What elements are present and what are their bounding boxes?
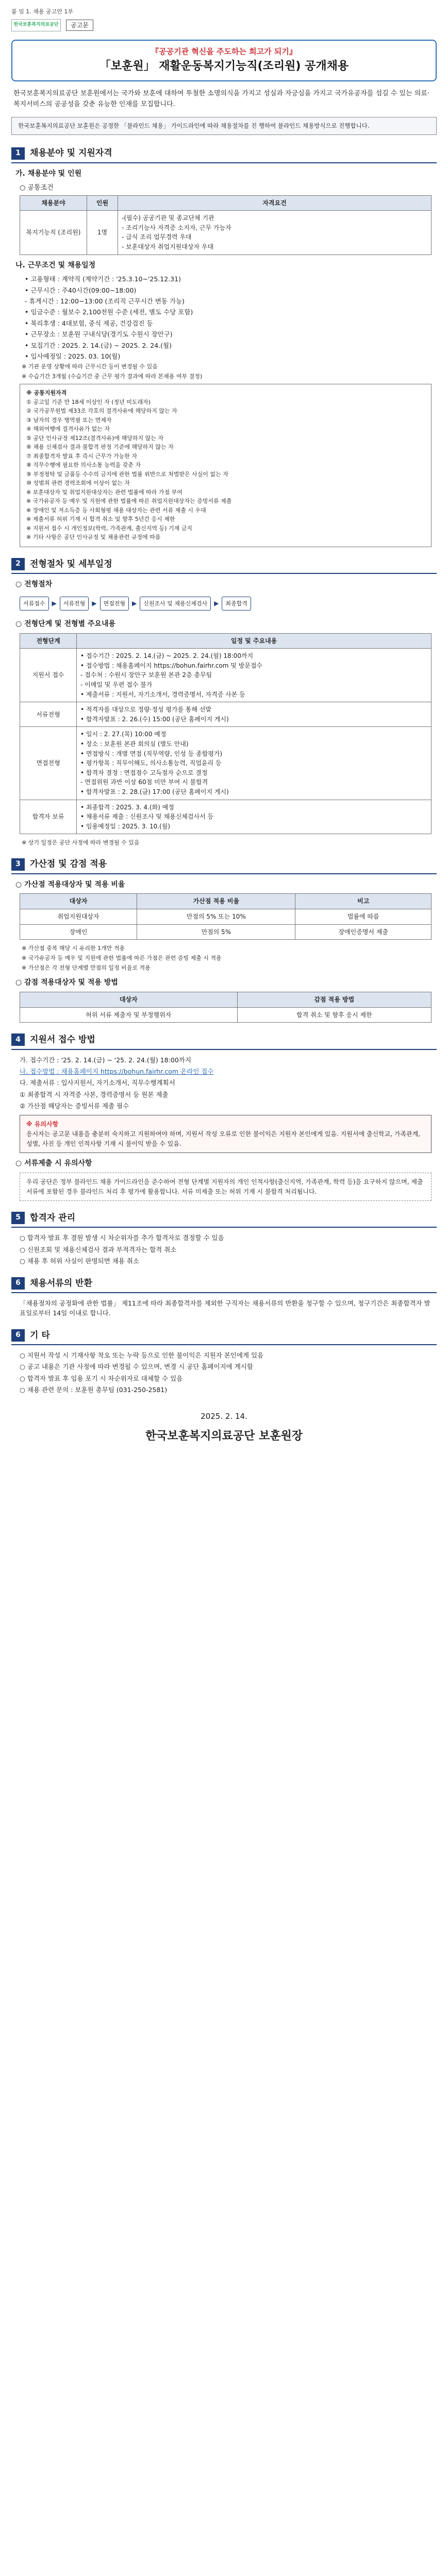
cell-count: 1명 bbox=[87, 211, 118, 255]
section-number: 1 bbox=[11, 147, 25, 160]
list-item: • 입사예정일 : 2025. 03. 10(월) bbox=[25, 352, 121, 360]
qual-line: ※ 장애인 및 저소득층 등 사회형평 채용 대상자는 관련 서류 제출 시 우대 bbox=[26, 506, 206, 514]
cell: 합격 취소 및 향후 응시 제한 bbox=[237, 1007, 431, 1023]
section-title: 기 타 bbox=[30, 1330, 50, 1341]
req-line: - 급식 조리 업무경력 우대 bbox=[122, 233, 192, 241]
recruit-table bbox=[20, 195, 432, 255]
cell-detail bbox=[77, 649, 432, 702]
process-flow bbox=[11, 594, 437, 614]
section-1-header bbox=[11, 146, 437, 163]
arrow-right-icon: ▶ bbox=[52, 600, 57, 607]
page-title-text: 「보훈원」 재활운동복지기능직(조리원) 공개채용 bbox=[99, 60, 349, 73]
cell: 취업지원대상자 bbox=[20, 909, 137, 925]
detail-line: • 접수방법 : 채용홈페이지 https://bohun.fairhr.com 및 방문접수 bbox=[80, 662, 263, 669]
org-logo-text: 한국보훈복지의료공단 bbox=[13, 22, 59, 28]
section-number: 4 bbox=[11, 1033, 25, 1046]
section-title: 지원서 접수 방법 bbox=[30, 1035, 95, 1045]
cell-req bbox=[118, 211, 432, 255]
attachment-label: 붙 임 1. 채용 공고안 1부 bbox=[11, 8, 73, 15]
cell-detail bbox=[77, 727, 432, 800]
sec3-a-title: ○ 가산점 적용대상자 및 적용 비율 bbox=[15, 880, 125, 889]
title-box bbox=[11, 40, 437, 81]
arrow-right-icon: ▶ bbox=[214, 600, 219, 607]
table-row bbox=[20, 1007, 432, 1023]
table-row bbox=[20, 649, 432, 702]
penalty-table bbox=[20, 992, 432, 1023]
col-rate: 가산점 적용 비율 bbox=[137, 894, 295, 909]
list-item: • 근무시간 : 주40시간(09:00~18:00) bbox=[25, 286, 137, 294]
flow-step: 서류전형 bbox=[60, 597, 89, 611]
section-7-header bbox=[11, 1329, 437, 1345]
blind-notice: 한국보훈복지의료공단 보훈원은 공정한 「블라인드 채용」 가이드라인에 따라 채용절차를 진 행하여 블라인드 채용방식으로 진행합니다. bbox=[11, 117, 437, 135]
extra-title: ○ 서류제출 시 유의사항 bbox=[15, 1159, 92, 1168]
stage-table-wrap bbox=[11, 633, 437, 835]
section-4-header bbox=[11, 1033, 437, 1049]
cell-detail bbox=[77, 800, 432, 834]
return-paragraph: 「채용절차의 공정화에 관한 법률」 제11조에 따라 최종합격자를 제외한 구직자는 채용서류의 반환을 청구할 수 있으며, 청구기간은 최종합격자 발표일로부터 14일 이내로 합니다. bbox=[20, 1299, 430, 1317]
detail-line: • 평가항목 : 직무이해도, 의사소통능력, 직업윤리 등 bbox=[80, 759, 222, 767]
qual-line: ⑥ 채용 신체검사 결과 불합격 판정 기준에 해당하지 않는 자 bbox=[26, 444, 174, 451]
doc-type-label: 공고문 bbox=[66, 20, 93, 31]
stage-table bbox=[20, 633, 432, 835]
col-detail: 일정 및 주요내용 bbox=[77, 633, 432, 649]
table-row bbox=[20, 211, 432, 255]
section-number: 2 bbox=[11, 558, 25, 570]
warning-box bbox=[20, 1115, 432, 1153]
qual-line: ④ 해외여행에 결격사유가 없는 자 bbox=[26, 426, 110, 433]
apply-link[interactable]: 나. 접수방법 : 채용홈페이지 https://bohun.fairhr.com 온라인 접수 bbox=[20, 1067, 214, 1075]
apply-item[interactable] bbox=[11, 1066, 437, 1076]
title-sub: 『공공기관 혁신을 주도하는 희고가 되기』 bbox=[151, 47, 297, 57]
list-item: • 임금수준 : 월보수 2,100천원 수준 (세전, 별도 수당 포함) bbox=[25, 308, 193, 316]
qual-line: ※ 보훈대상자 및 취업지원대상자는 관련 법률에 따라 가점 부여 bbox=[26, 488, 182, 496]
list-item: • 근무장소 : 보훈원 구내식당(경기도 수원시 장안구) bbox=[25, 330, 173, 338]
list-item: ○ 합격자 발표 후 결원 발생 시 차순위자를 추가 합격자로 결정할 수 있음 bbox=[20, 1234, 224, 1242]
sec1-a-sub: ○ 공통조건 bbox=[20, 183, 54, 192]
detail-line: - 면접위원 과반 이상 60점 미만 부여 시 불합격 bbox=[80, 778, 208, 786]
note-line: ※ 상기 일정은 공단 사정에 따라 변경될 수 있음 bbox=[22, 839, 140, 846]
cell-stage: 서류전형 bbox=[20, 702, 77, 727]
bonus-table bbox=[20, 893, 432, 940]
warning-title: ※ 유의사항 bbox=[26, 1121, 59, 1128]
org-row bbox=[11, 19, 437, 31]
section-number: 5 bbox=[11, 1212, 25, 1224]
section-3-header bbox=[11, 857, 437, 874]
section-6-header bbox=[11, 1277, 437, 1293]
detail-line: • 임용예정일 : 2025. 3. 10.(월) bbox=[80, 822, 170, 830]
footer-org: 한국보훈복지의료공단 보훈원장 bbox=[145, 1429, 303, 1443]
detail-line: • 면접방식 : 개별 면접 (직무역량, 인성 등 종합평가) bbox=[80, 750, 223, 757]
sec2-a-title: ○ 전형절차 bbox=[15, 580, 53, 589]
section-5-header bbox=[11, 1211, 437, 1228]
col-note: 비고 bbox=[295, 894, 432, 909]
table-row bbox=[20, 702, 432, 727]
recruit-table-wrap bbox=[11, 195, 437, 255]
apply-item: ② 가산점 해당자는 증빙서류 제출 필수 bbox=[20, 1102, 129, 1110]
warning-text: 응시자는 공고문 내용을 충분히 숙지하고 지원하여야 하며, 지원서 작성 오류로 인한 불이익은 지원자 본인에게 있음. 지원서에 출신학교, 가족관계, 성별, 사진 등 개인 인적사항 기재 시 불이익 받을 수 있음. bbox=[26, 1130, 421, 1147]
qual-line: ⑤ 공단 인사규정 제12조(결격사유)에 해당하지 않는 자 bbox=[26, 434, 163, 442]
topbar bbox=[11, 7, 437, 16]
section-title: 채용분야 및 지원자격 bbox=[30, 148, 112, 159]
penalty-table-wrap bbox=[11, 992, 437, 1023]
section-title: 합격자 관리 bbox=[30, 1213, 76, 1224]
section-title: 가산점 및 감점 적용 bbox=[30, 859, 107, 870]
list-item: ○ 공고 내용은 기관 사정에 따라 변경될 수 있으며, 변경 시 공단 홈페이지에 게시함 bbox=[20, 1363, 253, 1371]
qual-line: ⑦ 최종합격자 발표 후 즉시 근무가 가능한 자 bbox=[26, 452, 137, 460]
col-target: 대상자 bbox=[20, 894, 137, 909]
qual-line: ※ 국가유공자 등 예우 및 지원에 관한 법률에 따른 취업지원대상자는 증빙서류 제출 bbox=[26, 498, 232, 505]
req-line: - 보훈대상자 취업지원대상자 우대 bbox=[122, 243, 214, 251]
cell: 만점의 5% 또는 10% bbox=[137, 909, 295, 925]
section-number: 6 bbox=[11, 1277, 25, 1290]
sec2-b-title: ○ 전형단계 및 전형별 주요내용 bbox=[15, 619, 115, 628]
apply-item: 다. 제출서류 : 입사지원서, 자기소개서, 직무수행계획서 bbox=[20, 1079, 175, 1087]
cell: 법률에 따름 bbox=[295, 909, 432, 925]
detail-line: • 장소 : 보훈원 본관 회의실 (별도 안내) bbox=[80, 740, 189, 748]
cell: 만점의 5% bbox=[137, 924, 295, 940]
detail-line: • 합격자발표 : 2. 26.(수) 15:00 (공단 홈페이지 게시) bbox=[80, 715, 229, 723]
detail-line: • 최종합격 : 2025. 3. 4.(화) 예정 bbox=[80, 803, 174, 811]
conditions-list bbox=[11, 274, 437, 361]
detail-line: - 이메일 및 우편 접수 불가 bbox=[80, 681, 153, 689]
cell-stage: 합격자 보류 bbox=[20, 800, 77, 834]
flow-step: 서류접수 bbox=[20, 597, 49, 611]
req-line: -(필수) 공공기관 및 종교단체 기관 bbox=[122, 214, 214, 222]
arrow-right-icon: ▶ bbox=[132, 600, 137, 607]
list-item: • 복리후생 : 4대보험, 중식 제공, 건강검진 등 bbox=[25, 319, 153, 327]
section-2-header bbox=[11, 557, 437, 574]
cell: 허위 서류 제출자 및 부정행위자 bbox=[20, 1007, 238, 1023]
cell-detail bbox=[77, 702, 432, 727]
col-method: 감점 적용 방법 bbox=[237, 992, 431, 1008]
table-row bbox=[20, 924, 432, 940]
detail-line: • 합격자 결정 : 면접점수 고득점자 순으로 결정 bbox=[80, 769, 208, 776]
bonus-table-wrap bbox=[11, 893, 437, 940]
list-item: ○ 채용 후 허위 사실이 판명되면 채용 취소 bbox=[20, 1257, 139, 1265]
sec1-b-title: 나. 근무조건 및 채용일정 bbox=[15, 261, 96, 269]
qual-line: ※ 제출서류 허위 기재 시 합격 취소 및 향후 5년간 응시 제한 bbox=[26, 516, 175, 523]
sec1-a-title: 가. 채용분야 및 인원 bbox=[15, 169, 82, 178]
qual-line: ③ 남자의 경우 병역필 또는 면제자 bbox=[26, 416, 112, 423]
cell-stage: 면접전형 bbox=[20, 727, 77, 800]
cell-field: 복지기능직 (조리원) bbox=[20, 211, 87, 255]
flow-step: 면접전형 bbox=[100, 597, 129, 611]
list-item: ○ 채용 관련 문의 : 보훈원 총무팀 (031-250-2581) bbox=[20, 1386, 168, 1394]
section-title: 전형절차 및 세부일정 bbox=[30, 558, 112, 569]
qual-line: ② 국가공무원법 제33조 각호의 결격사유에 해당하지 않는 자 bbox=[26, 408, 177, 415]
qual-line: ① 공고일 기준 만 18세 이상인 자 (정년 미도래자) bbox=[26, 398, 151, 405]
note-line: ※ 가산점은 각 전형 단계별 만점의 일정 비율로 적용 bbox=[22, 964, 151, 972]
list-item: - 휴게시간 : 12:00~13:00 (조리직 근무시간 변동 가능) bbox=[25, 297, 185, 306]
detail-line: • 접수기간 : 2025. 2. 14.(금) ~ 2025. 2. 24.(월) 18:00까지 bbox=[80, 652, 254, 660]
detail-line: • 일시 : 2. 27.(목) 10:00 예정 bbox=[80, 731, 167, 738]
col-stage: 전형단계 bbox=[20, 633, 77, 649]
section-title: 채용서류의 반환 bbox=[30, 1278, 92, 1289]
section-number: 6 bbox=[11, 1329, 25, 1342]
detail-line: • 제출서류 : 지원서, 자기소개서, 경력증명서, 자격증 사본 등 bbox=[80, 690, 245, 698]
arrow-right-icon: ▶ bbox=[92, 600, 97, 607]
cell: 장애인 bbox=[20, 924, 137, 940]
intro-paragraph: 한국보훈복지의료공단 보훈원에서는 국가와 보훈에 대하여 투철한 소명의식을 가지고 성실과 자긍심을 가지고 국가유공자를 섬길 수 있는 의료·복지서비스의 공공성을 갖춘 유능한 인재를 모집합니다. bbox=[13, 90, 430, 108]
flow-step: 최종합격 bbox=[222, 597, 251, 611]
col-field: 채용분야 bbox=[20, 195, 87, 211]
apply-item: ① 최종합격 시 자격증 사본, 경력증명서 등 원본 제출 bbox=[20, 1090, 169, 1098]
qual-line: ⑩ 성범죄 관련 경력조회에 이상이 없는 자 bbox=[26, 480, 130, 487]
list-item: • 고용형태 : 계약직 (계약기간 : '25.3.10~'25.12.31) bbox=[25, 275, 181, 283]
table-row bbox=[20, 800, 432, 834]
cell: 장애인증명서 제출 bbox=[295, 924, 432, 940]
qual-line: ※ 기타 사항은 공단 인사규정 및 채용관련 규정에 따름 bbox=[26, 534, 161, 541]
list-item: • 모집기간 : 2025. 2. 14.(금) ~ 2025. 2. 24.(월) bbox=[25, 341, 172, 349]
apply-item: 가. 접수기간 : '25. 2. 14.(금) ~ '25. 2. 24.(월) 18:00까지 bbox=[20, 1056, 191, 1064]
detail-line: - 접수처 : 수원시 장안구 보훈원 본관 2층 총무팀 bbox=[80, 671, 212, 679]
flow-step: 신원조사 및 채용신체검사 bbox=[140, 597, 211, 611]
list-item: ○ 지원서 작성 시 기재사항 착오 또는 누락 등으로 인한 불이익은 지원자 본인에게 있음 bbox=[20, 1351, 264, 1360]
qual-title: ※ 공통지원자격 bbox=[26, 389, 67, 397]
org-logo bbox=[11, 19, 61, 31]
qualification-box bbox=[20, 384, 432, 547]
page-title bbox=[21, 58, 427, 75]
qual-line: ⑨ 부정청탁 및 금품등 수수의 금지에 관한 법률 위반으로 처벌받은 사실이 없는 자 bbox=[26, 470, 228, 478]
table-row bbox=[20, 727, 432, 800]
blind-guide-box: 우리 공단은 정부 블라인드 채용 가이드라인을 준수하여 전형 단계별 지원자의 개인 인적사항(출신지역, 가족관계, 학력 등)을 요구하지 않으며, 제출서류에 포함된 경우 블라인드 처리 후 평가에 활용합니다. 서류 미제출 또는 허위 기재 시 불합격 처리됩니다. bbox=[20, 1173, 432, 1201]
note-line: ※ 기관 운영 상황에 따라 근무시간 등이 변경될 수 있음 bbox=[22, 363, 158, 370]
detail-line: • 적격자를 대상으로 정량·정성 평가를 통해 선발 bbox=[80, 706, 212, 714]
note-line: ※ 수습기간 3개월 (수습기간 중 근무 평가 결과에 따라 본채용 여부 결정) bbox=[22, 373, 203, 380]
req-line: - 조리기능사 자격증 소지자, 근무 가능자 bbox=[122, 224, 231, 231]
list-item: ○ 신원조회 및 채용신체검사 결과 부적격자는 합격 취소 bbox=[20, 1245, 177, 1253]
section-number: 3 bbox=[11, 858, 25, 871]
col-count: 인원 bbox=[87, 195, 118, 211]
footer-date: 2025. 2. 14. bbox=[201, 1411, 247, 1421]
qual-line: ※ 지원서 접수 시 개인정보(학력, 가족관계, 출신지역 등) 기재 금지 bbox=[26, 524, 192, 532]
note-line: ※ 국가유공자 등 예우 및 지원에 관한 법률에 따른 가점은 관련 증빙 제출 시 적용 bbox=[22, 955, 222, 962]
col-target: 대상자 bbox=[20, 992, 238, 1008]
detail-line: • 채용서류 제출 : 신원조사 및 채용신체검사서 등 bbox=[80, 813, 214, 821]
col-req: 자격요건 bbox=[118, 195, 432, 211]
qual-line: ⑧ 직무수행에 필요한 의사소통 능력을 갖춘 자 bbox=[26, 462, 141, 469]
list-item: ○ 합격자 발표 후 임용 포기 시 차순위자로 대체할 수 있음 bbox=[20, 1374, 183, 1382]
detail-line: • 합격자발표 : 2. 28.(금) 17:00 (공단 홈페이지 게시) bbox=[80, 788, 229, 795]
cell-stage: 지원서 접수 bbox=[20, 649, 77, 702]
note-line: ※ 가산점 중복 해당 시 유리한 1개만 적용 bbox=[22, 945, 125, 952]
sec3-b-title: ○ 감점 적용대상자 및 적용 방법 bbox=[15, 978, 118, 987]
table-row bbox=[20, 909, 432, 925]
